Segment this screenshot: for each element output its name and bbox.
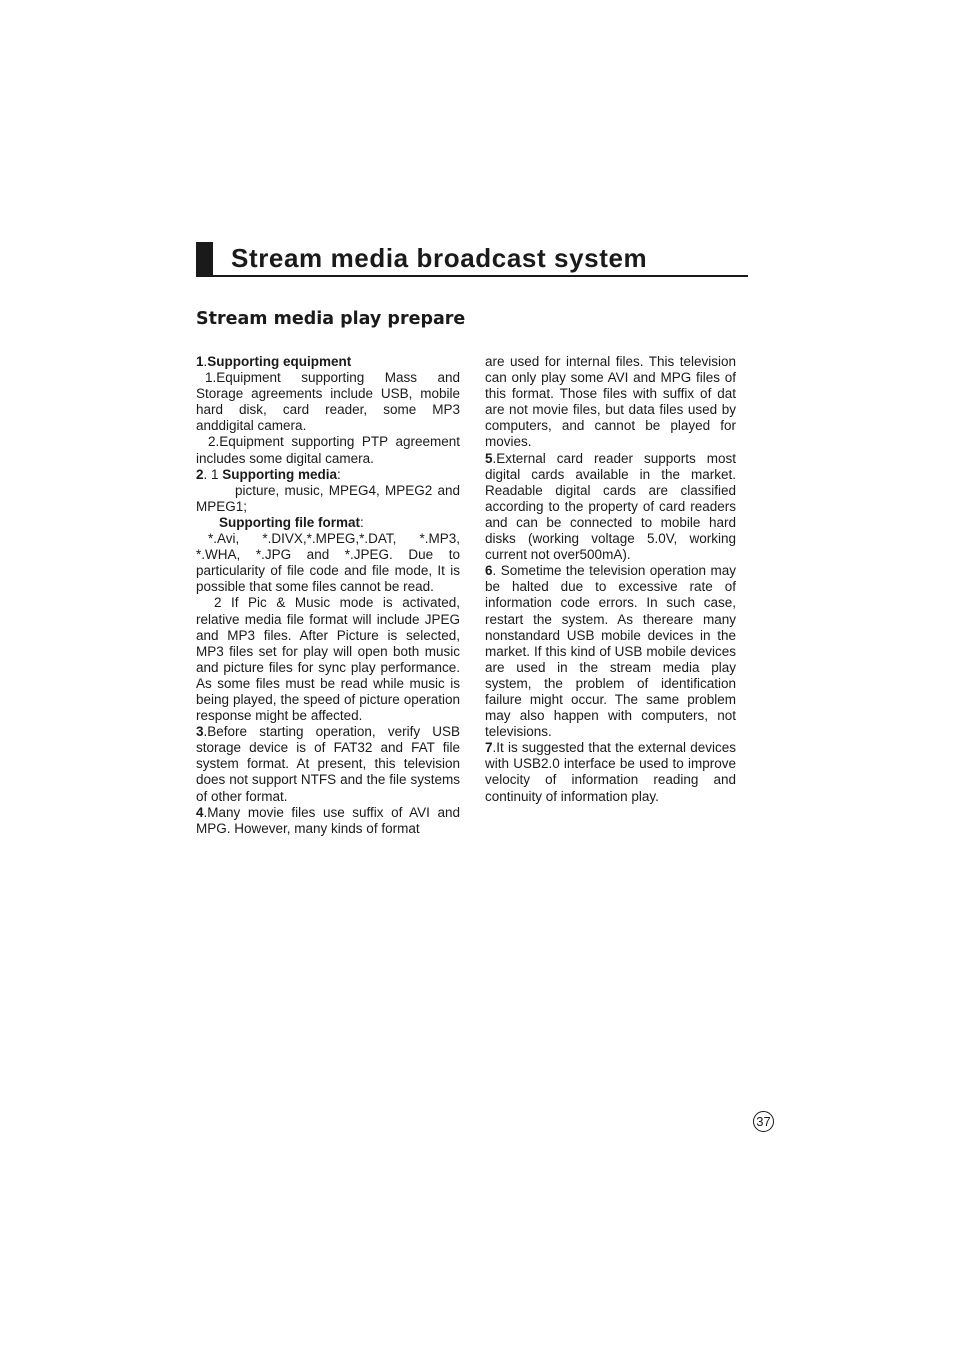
item-1-heading: 1.Supporting equipment: [196, 354, 352, 369]
paragraph: are used for internal files. This television can only play some AVI and MPG files of this format. Those files with suffix of dat are not movie files, but data files used by computers, and cannot be played for movies.: [485, 354, 736, 450]
title-marker-bar: [196, 242, 213, 275]
paragraph: 2.Equipment supporting PTP agreement includes some digital camera.: [196, 434, 460, 466]
right-text-column: [485, 354, 736, 805]
item-heading: Supporting file format: [219, 514, 360, 530]
paragraph: 2 If Pic & Music mode is activated, relative media file format will include JPEG and MP3 files. After Picture is selected, MP3 files set for play will open both music and picture files for sync play performance. As some files must be read while music is being played, the speed of picture operation response might be affected.: [196, 595, 460, 724]
item-5-paragraph: 5.External card reader supports most digital cards available in the market. Readable digital cards are classified according to the property of card readers and can be connected to mobile hard disks (working voltage 5.0V, working current not over500mA).: [485, 450, 736, 563]
item-7-paragraph: 7.It is suggested that the external devices with USB2.0 interface be used to improve velocity of information reading and continuity of information play.: [485, 740, 736, 804]
item-heading: Supporting equipment: [207, 354, 352, 369]
item-3-paragraph: 3.Before starting operation, verify USB storage device is of FAT32 and FAT file system format. At present, this television does not support NTFS and the file systems of other format.: [196, 724, 460, 804]
item-number: 7: [485, 740, 493, 756]
section-subtitle: Stream media play prepare: [196, 309, 466, 329]
item-2-heading: 2. 1 Supporting media:: [196, 466, 341, 482]
item-heading: Supporting media: [222, 466, 338, 482]
item-number: 5: [485, 450, 493, 466]
subheading: Supporting file format:: [219, 514, 364, 530]
paragraph: picture, music, MPEG4, MPEG2 and MPEG1;: [196, 482, 460, 514]
item-number: 2: [196, 466, 204, 482]
item-number: 6: [485, 563, 493, 579]
left-text-column: [196, 354, 460, 837]
item-number: 4: [196, 804, 204, 820]
item-number: 3: [196, 724, 204, 740]
page-title: Stream media broadcast system: [231, 243, 648, 273]
item-4-paragraph: 4.Many movie files use suffix of AVI and MPG. However, many kinds of format: [196, 804, 460, 836]
title-block: [196, 242, 748, 277]
paragraph: 1.Equipment supporting Mass and Storage agreements include USB, mobile hard disk, card reader, some MP3 anddigital camera.: [196, 370, 460, 434]
item-6-paragraph: 6. Sometime the television operation may be halted due to excessive rate of information code errors. In such case, restart the system. As thereare many nonstandard USB mobile devices in the market. If this kind of USB mobile devices are used in the stream media play system, the problem of identification failure might occur. The same problem may also happen with computers, not televisions.: [485, 563, 736, 740]
page-number-badge: 37: [753, 1111, 774, 1132]
paragraph: *.Avi, *.DIVX,*.MPEG,*.DAT, *.MP3, *.WHA, *.JPG and *.JPEG. Due to particularity of file code and file mode, It is possible that some files cannot be read.: [196, 531, 460, 595]
item-number: 1: [196, 354, 204, 369]
